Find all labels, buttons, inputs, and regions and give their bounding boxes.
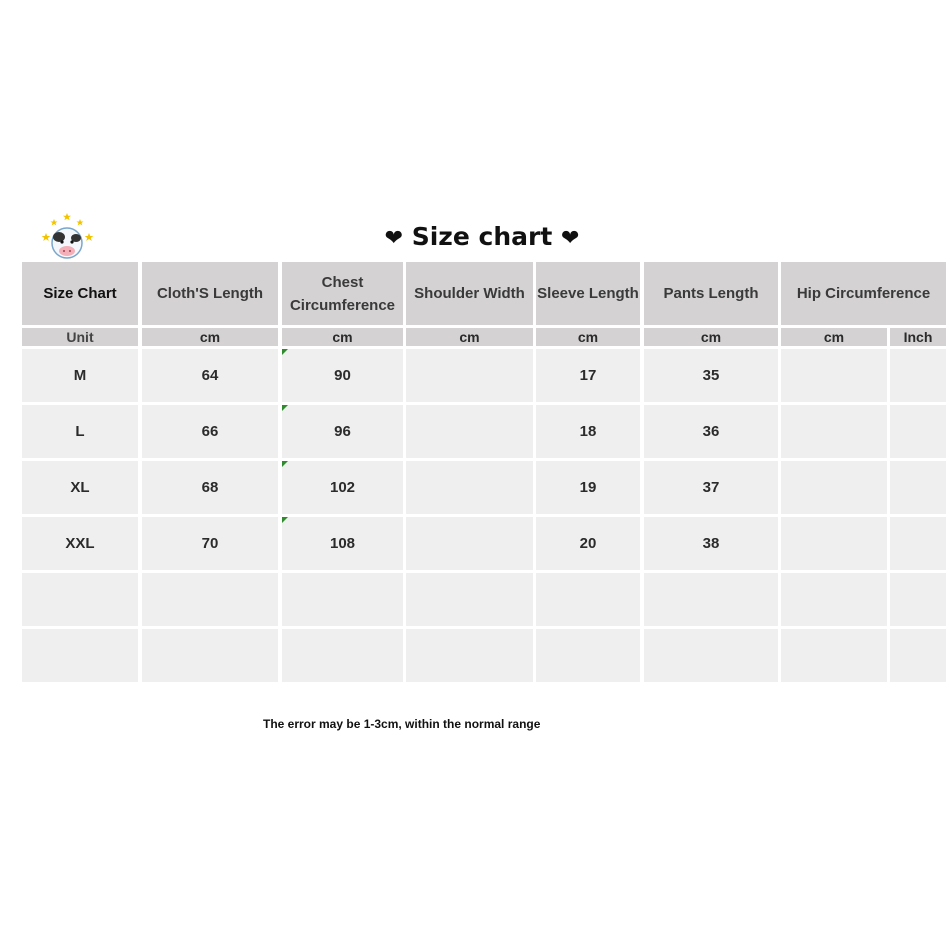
table-cell: 19 — [536, 461, 640, 514]
table-cell — [282, 573, 403, 626]
page-title — [382, 219, 582, 255]
table-cell: 70 — [142, 517, 278, 570]
cow-logo-icon — [38, 213, 96, 261]
size-chart-table — [22, 262, 946, 682]
table-cell — [282, 349, 403, 402]
table-cell — [406, 405, 533, 458]
unit-cell: cm — [282, 328, 403, 346]
table-cell — [781, 405, 887, 458]
table-cell: 66 — [142, 405, 278, 458]
table-cell — [644, 573, 778, 626]
size-cell: M — [22, 349, 138, 402]
table-cell — [890, 517, 946, 570]
table-cell — [142, 629, 278, 682]
cell-value: 108 — [329, 535, 356, 552]
table-cell: 20 — [536, 517, 640, 570]
unit-cell: cm — [536, 328, 640, 346]
column-header-chest-circumference: Chest Circumference — [282, 262, 403, 325]
unit-cell: cm — [644, 328, 778, 346]
cell-value: 90 — [334, 367, 351, 384]
table-cell — [890, 629, 946, 682]
table-cell: 35 — [644, 349, 778, 402]
table-cell — [644, 629, 778, 682]
heart-icon: ❤ — [561, 226, 580, 251]
table-cell — [890, 405, 946, 458]
table-cell — [282, 517, 403, 570]
table-cell — [282, 405, 403, 458]
error-note: The error may be 1-3cm, within the normal range — [263, 717, 541, 731]
comment-marker-icon — [282, 461, 288, 467]
comment-marker-icon — [282, 405, 288, 411]
column-header-size-chart: Size Chart — [22, 262, 138, 325]
comment-marker-icon — [282, 349, 288, 355]
size-cell: XL — [22, 461, 138, 514]
comment-marker-icon — [282, 517, 288, 523]
table-cell: 17 — [536, 349, 640, 402]
table-cell — [890, 349, 946, 402]
column-header-pants-length: Pants Length — [644, 262, 778, 325]
table-cell: 18 — [536, 405, 640, 458]
unit-cell: cm — [406, 328, 533, 346]
table-cell — [781, 349, 887, 402]
table-cell — [536, 629, 640, 682]
table-cell — [406, 461, 533, 514]
table-cell — [781, 573, 887, 626]
cell-value: 102 — [329, 479, 356, 496]
column-header-sleeve-length: Sleeve Length — [536, 262, 640, 325]
table-cell — [406, 573, 533, 626]
table-cell — [890, 573, 946, 626]
column-header-shoulder-width: Shoulder Width — [406, 262, 533, 325]
table-cell — [282, 461, 403, 514]
unit-cell: cm — [781, 328, 887, 346]
column-header-hip-circumference: Hip Circumference — [781, 262, 946, 325]
table-cell: 38 — [644, 517, 778, 570]
unit-cell: Inch — [890, 328, 946, 346]
title-text: Size chart — [411, 222, 553, 251]
table-cell — [282, 629, 403, 682]
table-cell — [536, 573, 640, 626]
size-cell: L — [22, 405, 138, 458]
table-cell: 68 — [142, 461, 278, 514]
table-cell — [406, 349, 533, 402]
table-cell: 64 — [142, 349, 278, 402]
table-cell — [142, 573, 278, 626]
size-cell: XXL — [22, 517, 138, 570]
table-cell — [781, 517, 887, 570]
table-cell — [406, 629, 533, 682]
heart-icon: ❤ — [384, 226, 403, 251]
table-cell — [406, 517, 533, 570]
cell-value: 96 — [334, 423, 351, 440]
unit-cell: cm — [142, 328, 278, 346]
table-cell: 37 — [644, 461, 778, 514]
table-cell — [781, 629, 887, 682]
table-cell — [22, 573, 138, 626]
table-cell — [890, 461, 946, 514]
column-header-cloth-length: Cloth'S Length — [142, 262, 278, 325]
unit-cell: Unit — [22, 328, 138, 346]
table-cell — [22, 629, 138, 682]
table-cell — [781, 461, 887, 514]
table-cell: 36 — [644, 405, 778, 458]
